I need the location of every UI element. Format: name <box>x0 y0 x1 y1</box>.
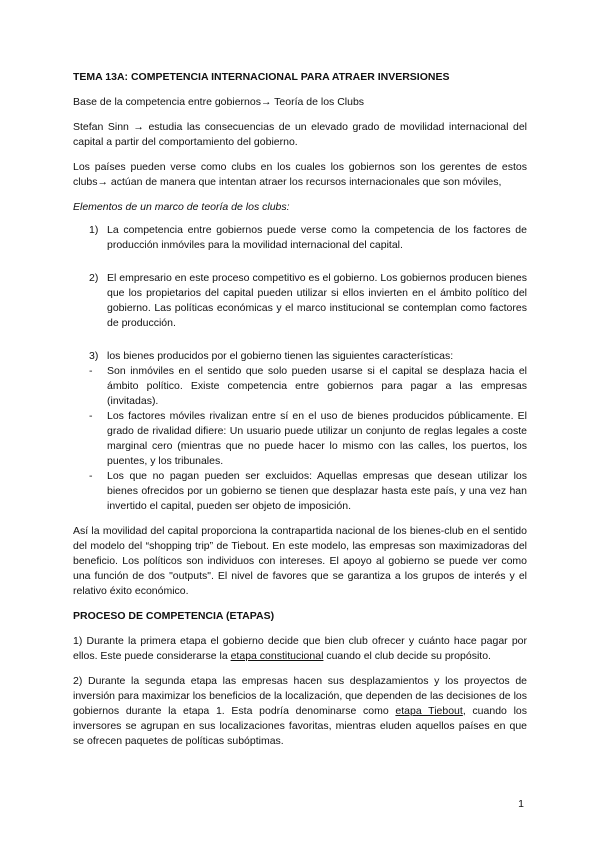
numbered-list <box>73 223 527 364</box>
bullet-item <box>73 409 527 469</box>
bullet-dash: - <box>89 365 93 377</box>
stage-1-text-after: cuando el club decide su propósito. <box>323 650 491 662</box>
numbered-item-3 <box>73 349 527 364</box>
elements-subheading: Elementos de un marco de teoría de los clubs: <box>73 201 290 213</box>
bullet-dash: - <box>89 410 93 422</box>
bullet-text: Los factores móviles rivalizan entre sí en el uso de bienes producidos públicamente. El grado de rivalidad difiere: Un usuario puede utilizar un conjunto de reglas legales a coste marginal cero (mientras que no puede hacer lo mismo con las calles, los puertos, los puentes, y los tribunales. <box>107 410 527 467</box>
item-number: 1) <box>89 224 99 236</box>
bullet-text: Son inmóviles en el sentido que solo pueden usarse si el capital se desplaza hacia el ámbito político. Existe competencia entre gobiernos para pagar a las empresas (invitadas). <box>107 365 527 407</box>
proceso-heading: PROCESO DE COMPETENCIA (ETAPAS) <box>73 610 275 622</box>
etapa-constitucional-term: etapa constitucional <box>230 650 324 662</box>
document-title: TEMA 13A: COMPETENCIA INTERNACIONAL PARA ATRAER INVERSIONES <box>73 71 450 83</box>
bullet-dash: - <box>89 470 93 482</box>
stage-2-text-after: , cuando los inversores se agrupan en sus localizaciones favoritas, mientras eluden aquellos países en que se ofrecen paquetes de políticas subóptimas. <box>73 705 527 747</box>
intro-line: Base de la competencia entre gobiernos→ Teoría de los Clubs <box>73 96 365 108</box>
movilidad-paragraph: Así la movilidad del capital proporciona la contrapartida nacional de los bienes-club en el sentido del modelo del “shopping trip” de Tiebout. En este modelo, las empresas son maximizadoras del beneficio. Los políticos son individuos con intereses. El apoyo al gobierno se puede ver como una función de dos "outputs". El nivel de favores que se garantiza a los grupos de interés y el relativo éxito económico. <box>73 525 527 597</box>
document-page <box>73 70 527 759</box>
page-number: 1 <box>518 798 524 810</box>
item-number: 3) <box>89 350 99 362</box>
item-text: La competencia entre gobiernos puede verse como la competencia de los factores de producción inmóviles para la movilidad internacional del capital. <box>107 224 527 251</box>
numbered-item-2 <box>73 271 527 331</box>
numbered-item-1 <box>73 223 527 253</box>
paises-paragraph: Los países pueden verse como clubs en los cuales los gobiernos son los gerentes de estos clubs→ actúan de manera que intentan atraer los recursos internacionales que son móviles, <box>73 161 527 188</box>
stage-2-paragraph <box>73 674 527 749</box>
item-number: 2) <box>89 272 99 284</box>
bullet-list <box>73 364 527 514</box>
bullet-item <box>73 469 527 514</box>
sinn-paragraph: Stefan Sinn → estudia las consecuencias de un elevado grado de movilidad internacional del capital a partir del comportamiento del gobierno. <box>73 121 527 148</box>
bullet-text: Los que no pagan pueden ser excluidos: Aquellas empresas que desean utilizar los bienes ofrecidos por un gobierno se tienen que desplazar hasta este país, y una vez han invertido el capital, pueden ser objeto de imposición. <box>107 470 527 512</box>
etapa-tiebout-term: etapa Tiebout <box>395 705 463 717</box>
item-text: los bienes producidos por el gobierno tienen las siguientes características: <box>107 350 454 362</box>
stage-2-text-before: 2) Durante la segunda etapa las empresas hacen sus desplazamientos y los proyectos de inversión para maximizar los beneficios de la localización, que dependen de las decisiones de los gobiernos durante la etapa 1. Esta podría denominarse como <box>73 675 527 717</box>
stage-1-text-before: 1) Durante la primera etapa el gobierno decide que bien club ofrecer y cuánto hace pagar por ellos. Este puede considerarse la <box>73 635 527 662</box>
stage-1-paragraph <box>73 634 527 664</box>
bullet-item <box>73 364 527 409</box>
item-text: El empresario en este proceso competitivo es el gobierno. Los gobiernos producen bienes que los propietarios del capital pueden utilizar si ellos invierten en el ámbito político del gobierno. Las políticas económicas y el marco institucional se contemplan como factores de producción. <box>107 272 527 329</box>
